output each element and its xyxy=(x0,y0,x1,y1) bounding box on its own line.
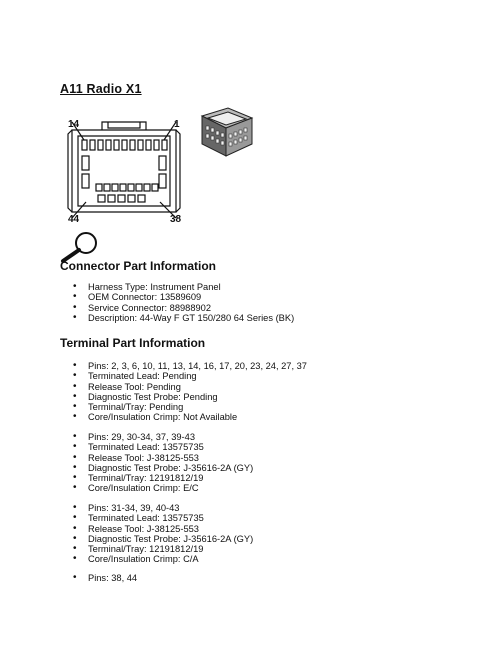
terminal-info-heading: Terminal Part Information xyxy=(60,336,206,350)
list-item: • OEM Connector: 13589609 xyxy=(60,292,294,302)
terminal-group-4 xyxy=(60,573,137,583)
list-item: • Pins: 2, 3, 6, 10, 11, 13, 14, 16, 17, 20, 23, 24, 27, 37 xyxy=(60,361,307,371)
list-item: • Terminated Lead: 13575735 xyxy=(60,442,253,452)
list-item: • Release Tool: J-38125-553 xyxy=(60,524,253,534)
list-item: • Pins: 38, 44 xyxy=(60,573,137,583)
pin-label-top-right: 1 xyxy=(174,119,180,130)
pin-label-top-left: 14 xyxy=(68,119,80,130)
list-item: • Terminated Lead: 13575735 xyxy=(60,513,253,523)
list-item: • Diagnostic Test Probe: J-35616-2A (GY) xyxy=(60,463,253,473)
list-item: • Terminated Lead: Pending xyxy=(60,371,307,381)
list-item: • Harness Type: Instrument Panel xyxy=(60,282,294,292)
list-item: • Release Tool: Pending xyxy=(60,382,307,392)
connector-info-list xyxy=(60,282,294,323)
list-item: • Description: 44-Way F GT 150/280 64 Series (BK) xyxy=(60,313,294,323)
list-item: • Core/Insulation Crimp: C/A xyxy=(60,554,253,564)
pin-label-bottom-right: 38 xyxy=(170,214,182,225)
page-title: A11 Radio X1 xyxy=(60,82,142,96)
terminal-group-1 xyxy=(60,361,307,423)
pin-label-bottom-left: 44 xyxy=(68,214,80,225)
connector-info-heading: Connector Part Information xyxy=(60,259,217,273)
list-item: • Core/Insulation Crimp: E/C xyxy=(60,483,253,493)
list-item: • Pins: 31-34, 39, 40-43 xyxy=(60,503,253,513)
list-item: • Pins: 29, 30-34, 37, 39-43 xyxy=(60,432,253,442)
list-item: • Diagnostic Test Probe: J-35616-2A (GY) xyxy=(60,534,253,544)
list-item: • Terminal/Tray: 12191812/19 xyxy=(60,544,253,554)
list-item: • Diagnostic Test Probe: Pending xyxy=(60,392,307,402)
connector-face-diagram xyxy=(64,118,184,222)
list-item: • Service Connector: 88988902 xyxy=(60,303,294,313)
connector-photo xyxy=(194,104,256,162)
list-item: • Terminal/Tray: 12191812/19 xyxy=(60,473,253,483)
terminal-group-3 xyxy=(60,503,253,565)
list-item: • Terminal/Tray: Pending xyxy=(60,402,307,412)
terminal-group-2 xyxy=(60,432,253,494)
list-item: • Release Tool: J-38125-553 xyxy=(60,453,253,463)
list-item: • Core/Insulation Crimp: Not Available xyxy=(60,412,307,422)
